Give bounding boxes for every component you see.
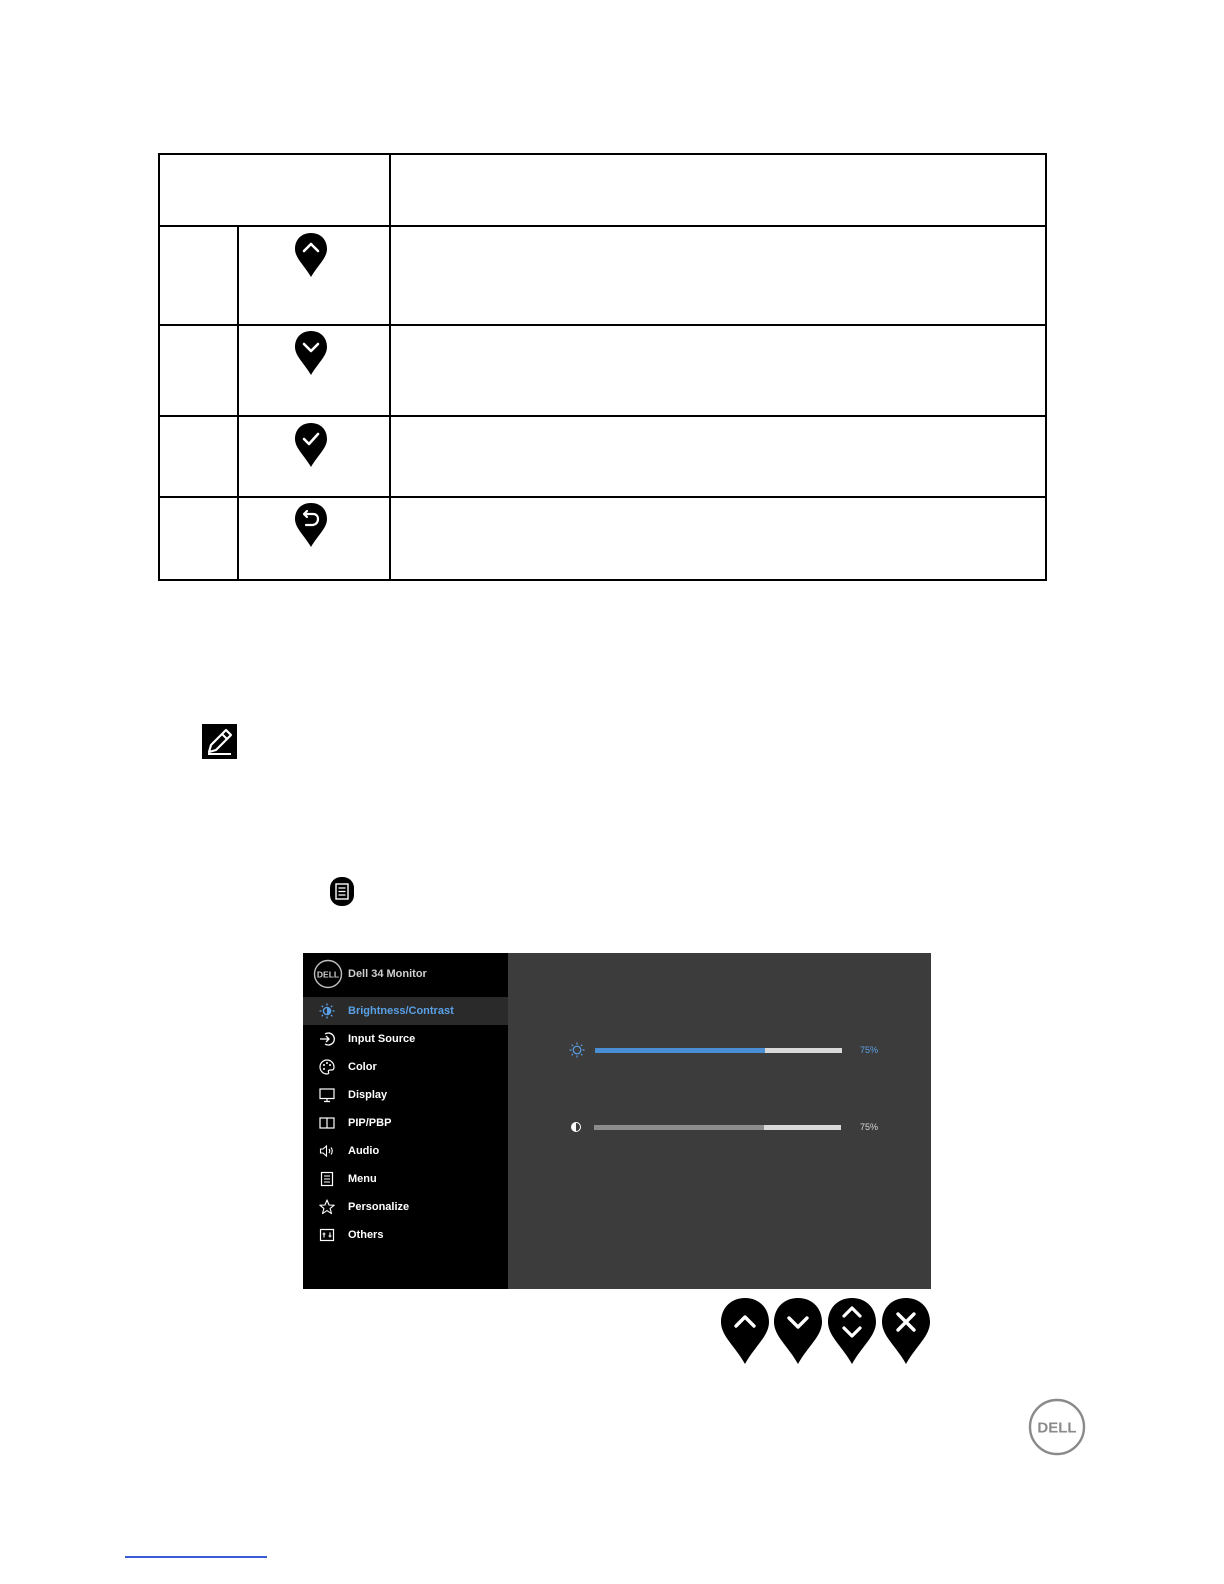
svg-text:DELL: DELL <box>316 969 340 980</box>
contrast-slider[interactable] <box>508 1118 931 1138</box>
pin-up-icon <box>293 231 329 279</box>
osd-item-label: Personalize <box>348 1201 410 1213</box>
table-divider <box>389 155 391 579</box>
footer-link-underline[interactable] <box>125 1556 267 1558</box>
note-icon <box>202 724 237 759</box>
osd-item-label: Input Source <box>348 1033 416 1045</box>
osd-item-others[interactable] <box>303 1221 508 1249</box>
svg-text:DELL: DELL <box>1037 1419 1077 1437</box>
brightness-value: 75% <box>860 1045 879 1055</box>
pin-down-icon[interactable] <box>772 1296 824 1366</box>
osd-item-label: Display <box>348 1089 388 1101</box>
menu-button-icon <box>329 876 355 907</box>
osd-item-pip-pbp[interactable] <box>303 1109 508 1137</box>
osd-item-label: Brightness/Contrast <box>348 1005 454 1017</box>
contrast-value: 75% <box>860 1122 879 1132</box>
osd-item-label: Color <box>348 1061 377 1073</box>
pin-check-icon <box>293 421 329 469</box>
osd-item-audio[interactable] <box>303 1137 508 1165</box>
osd-item-color[interactable] <box>303 1053 508 1081</box>
pin-down-icon <box>293 329 329 377</box>
others-icon <box>319 1227 335 1243</box>
star-icon <box>319 1199 335 1215</box>
display-icon <box>319 1087 335 1103</box>
audio-icon <box>319 1143 335 1159</box>
osd-item-brightness-contrast[interactable] <box>303 997 508 1025</box>
contrast-icon <box>568 1119 584 1135</box>
osd-menu-screenshot <box>303 953 931 1289</box>
brightness-track <box>595 1048 842 1053</box>
osd-item-input-source[interactable] <box>303 1025 508 1053</box>
pin-up-icon[interactable] <box>719 1296 771 1366</box>
table-divider <box>160 496 1045 498</box>
osd-item-menu[interactable] <box>303 1165 508 1193</box>
dell-logo-icon <box>313 959 343 989</box>
pin-updown-icon[interactable] <box>826 1296 878 1366</box>
osd-item-label: Others <box>348 1229 384 1241</box>
osd-item-label: PIP/PBP <box>348 1117 392 1129</box>
brightness-slider[interactable] <box>508 1041 931 1061</box>
pin-close-icon[interactable] <box>880 1296 932 1366</box>
navigation-buttons <box>719 1296 935 1366</box>
contrast-fill <box>594 1125 764 1130</box>
control-table <box>158 153 1047 581</box>
dell-logo-icon <box>1028 1398 1086 1456</box>
contrast-track <box>594 1125 841 1130</box>
table-divider <box>160 324 1045 326</box>
osd-item-personalize[interactable] <box>303 1193 508 1221</box>
input-source-icon <box>319 1031 335 1047</box>
color-palette-icon <box>319 1059 335 1075</box>
table-divider <box>237 225 239 579</box>
menu-icon <box>319 1171 335 1187</box>
osd-sidebar <box>303 953 508 1289</box>
osd-title: Dell 34 Monitor <box>348 968 427 980</box>
osd-item-display[interactable] <box>303 1081 508 1109</box>
brightness-icon <box>319 1003 335 1019</box>
osd-item-label: Menu <box>348 1173 377 1185</box>
sun-icon <box>569 1042 585 1058</box>
osd-content-panel <box>508 953 931 1289</box>
table-divider <box>160 415 1045 417</box>
pip-pbp-icon <box>319 1115 335 1131</box>
brightness-fill <box>595 1048 765 1053</box>
osd-header <box>303 953 508 997</box>
table-divider <box>160 225 1045 227</box>
osd-item-label: Audio <box>348 1145 380 1157</box>
pin-back-icon <box>293 501 329 549</box>
